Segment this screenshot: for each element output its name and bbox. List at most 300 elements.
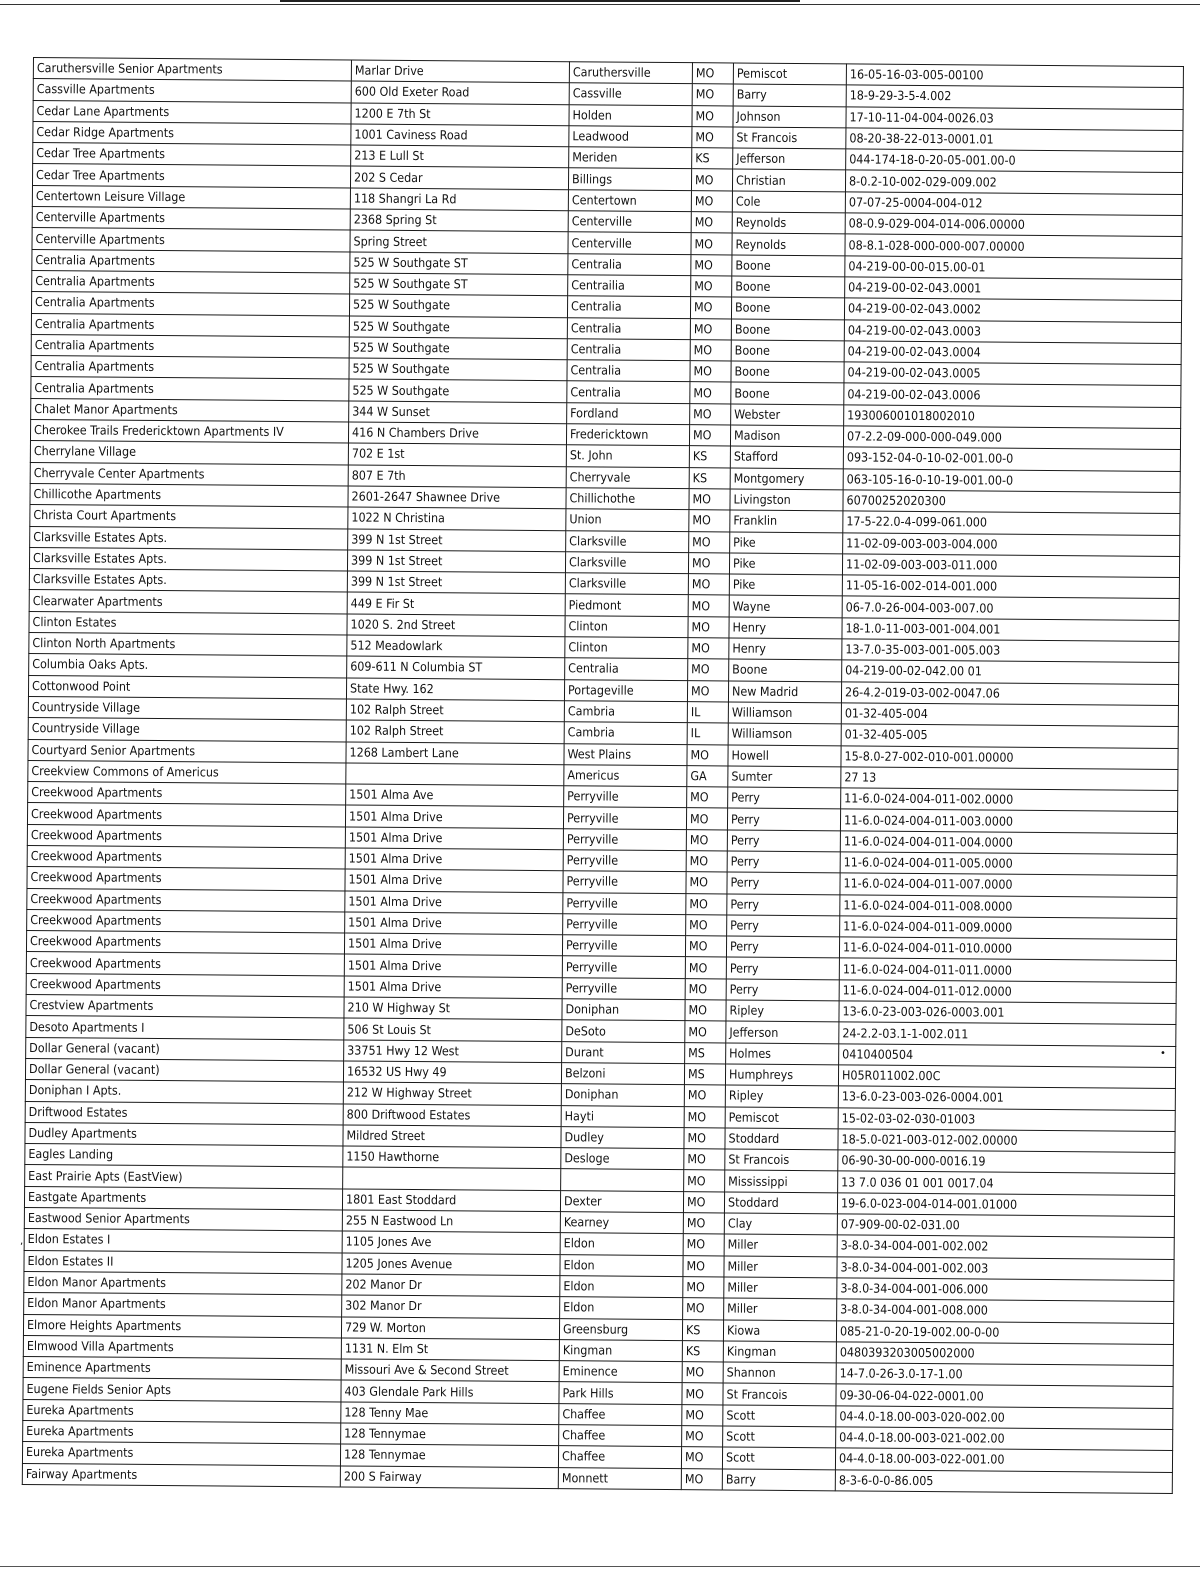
address-cell: 1105 Jones Ave	[342, 1231, 560, 1254]
address-cell: 1501 Alma Drive	[345, 891, 563, 914]
county-cell: Perry	[726, 936, 839, 958]
property-name-cell: Eagles Landing	[25, 1144, 343, 1168]
address-cell: 525 W Southgate	[349, 316, 567, 339]
parcel-number-cell: 0480393203005002000	[836, 1342, 1173, 1366]
property-name-cell: Creekwood Apartments	[27, 888, 345, 912]
city-cell: Cambria	[564, 722, 687, 744]
state-cell: MO	[692, 84, 733, 106]
state-cell: MO	[688, 616, 729, 638]
city-cell: Perryville	[563, 914, 686, 936]
property-name-cell: Crestview Apartments	[26, 995, 344, 1019]
address-cell: 800 Driftwood Estates	[343, 1104, 561, 1127]
state-cell: MO	[683, 1234, 724, 1256]
city-cell: West Plains	[564, 743, 687, 765]
property-name-cell: Centralia Apartments	[32, 249, 350, 273]
parcel-number-cell: 04-4.0-18.00-003-020-002.00	[836, 1406, 1173, 1430]
county-cell: Pemiscot	[725, 1107, 838, 1129]
county-cell: Shannon	[723, 1362, 836, 1384]
city-cell: Perryville	[562, 935, 685, 957]
city-cell: Perryville	[563, 828, 686, 850]
scan-bottom-rule	[0, 1566, 1200, 1567]
state-cell: MO	[685, 978, 726, 1000]
property-name-cell: Centralia Apartments	[31, 334, 349, 358]
parcel-number-cell: 06-7.0-26-004-003-007.00	[842, 596, 1179, 620]
city-cell: Chillichothe	[566, 488, 689, 510]
state-cell: MO	[692, 105, 733, 127]
county-cell: Perry	[727, 851, 840, 873]
address-cell: 525 W Southgate	[349, 358, 567, 381]
county-cell: Williamson	[728, 723, 841, 745]
city-cell	[561, 1169, 684, 1191]
property-name-cell: Eastgate Apartments	[24, 1186, 342, 1210]
city-cell: Clarksville	[566, 530, 689, 552]
city-cell: Clinton	[565, 615, 688, 637]
address-cell: 1001 Caviness Road	[351, 124, 569, 147]
state-cell: MO	[688, 595, 729, 617]
parcel-number-cell: 11-6.0-024-004-011-011.0000	[839, 958, 1176, 982]
parcel-number-cell: 11-02-09-003-003-011.000	[842, 554, 1179, 578]
address-cell: 1268 Lambert Lane	[346, 741, 564, 764]
city-cell: Perryville	[563, 892, 686, 914]
state-cell: MO	[684, 1170, 725, 1192]
county-cell: Madison	[730, 425, 843, 447]
city-cell: Centralia	[567, 296, 690, 318]
city-cell: Hayti	[561, 1105, 684, 1127]
state-cell: MO	[686, 808, 727, 830]
city-cell: Park Hills	[559, 1382, 682, 1404]
state-cell: MO	[692, 63, 733, 85]
city-cell: Eldon	[560, 1254, 683, 1276]
county-cell: Boone	[731, 319, 844, 341]
county-cell: Miller	[724, 1298, 837, 1320]
county-cell: New Madrid	[728, 681, 841, 703]
city-cell: Leadwood	[569, 126, 692, 148]
county-cell: Kiowa	[723, 1319, 836, 1341]
city-cell: Billings	[568, 168, 691, 190]
city-cell: Centralia	[567, 317, 690, 339]
state-cell: MO	[687, 680, 728, 702]
parcel-number-cell: 3-8.0-34-004-001-002.002	[837, 1235, 1174, 1259]
address-cell: 102 Ralph Street	[346, 699, 564, 722]
state-cell: MO	[691, 169, 732, 191]
property-name-cell: Dollar General (vacant)	[25, 1058, 343, 1082]
address-cell: 212 W Highway Street	[343, 1082, 561, 1105]
city-cell: Americus	[564, 764, 687, 786]
county-cell: Boone	[731, 340, 844, 362]
county-cell: Boone	[732, 255, 845, 277]
county-cell: Perry	[728, 787, 841, 809]
city-cell: Belzoni	[561, 1063, 684, 1085]
state-cell: MO	[686, 893, 727, 915]
property-name-cell: Clinton Estates	[29, 611, 347, 635]
property-name-cell: Centralia Apartments	[31, 356, 349, 380]
parcel-number-cell: 11-6.0-024-004-011-012.0000	[839, 980, 1176, 1004]
county-cell: Humphreys	[725, 1064, 838, 1086]
city-cell: Kingman	[559, 1339, 682, 1361]
county-cell: Boone	[729, 659, 842, 681]
parcel-number-cell: 0410400504	[839, 1044, 1176, 1068]
county-cell: Stoddard	[725, 1128, 838, 1150]
state-cell: MO	[687, 787, 728, 809]
city-cell: Centralia	[568, 253, 691, 275]
property-name-cell: Countryside Village	[28, 718, 346, 742]
address-cell: 2368 Spring St	[350, 209, 568, 232]
parcel-number-cell: 04-219-00-02-043.0004	[844, 341, 1181, 365]
parcel-number-cell: 3-8.0-34-004-001-008.000	[837, 1299, 1174, 1323]
property-name-cell: Clarksville Estates Apts.	[29, 547, 347, 571]
parcel-number-cell: 11-6.0-024-004-011-010.0000	[839, 937, 1176, 961]
city-cell: Clarksville	[565, 573, 688, 595]
city-cell: DeSoto	[562, 1020, 685, 1042]
city-cell: Fordland	[567, 402, 690, 424]
property-name-cell: Countryside Village	[28, 696, 346, 720]
address-cell: 128 Tenny Mae	[341, 1402, 559, 1425]
property-name-cell: Eldon Estates II	[24, 1250, 342, 1274]
parcel-number-cell: 15-8.0-27-002-010-001.00000	[841, 745, 1178, 769]
state-cell: MO	[684, 1127, 725, 1149]
address-cell: 525 W Southgate ST	[350, 252, 568, 275]
city-cell: Cambria	[564, 701, 687, 723]
parcel-number-cell: 044-174-18-0-20-05-001.00-0	[846, 149, 1183, 173]
state-cell: GA	[687, 765, 728, 787]
state-cell: MO	[685, 957, 726, 979]
state-cell: MO	[690, 382, 731, 404]
property-name-cell: Centralia Apartments	[31, 292, 349, 316]
property-name-cell: Cedar Ridge Apartments	[33, 121, 351, 145]
city-cell: Centertown	[568, 189, 691, 211]
parcel-number-cell: 06-90-30-00-000-0016.19	[838, 1150, 1175, 1174]
address-cell: 807 E 7th	[348, 465, 566, 488]
county-cell: Cole	[732, 191, 845, 213]
parcel-number-cell: 13-6.0-23-003-026-0004.001	[838, 1086, 1175, 1110]
city-cell: Kearney	[560, 1212, 683, 1234]
county-cell: Perry	[727, 894, 840, 916]
property-name-cell: Creekwood Apartments	[27, 824, 345, 848]
address-cell: 1200 E 7th St	[351, 103, 569, 126]
state-cell: MO	[685, 1021, 726, 1043]
parcel-number-cell: 07-07-25-0004-004-012	[845, 192, 1182, 216]
county-cell: Howell	[728, 744, 841, 766]
county-cell: Jefferson	[726, 1021, 839, 1043]
state-cell: MS	[685, 1042, 726, 1064]
address-cell	[343, 1167, 561, 1190]
property-name-cell: Caruthersville Senior Apartments	[33, 58, 351, 82]
address-cell: 2601-2647 Shawnee Drive	[348, 486, 566, 509]
address-cell: State Hwy. 162	[346, 678, 564, 701]
city-cell: Monnett	[558, 1467, 681, 1489]
parcel-number-cell: 15-02-03-02-030-01003	[838, 1107, 1175, 1131]
parcel-number-cell: 11-6.0-024-004-011-002.0000	[841, 788, 1178, 812]
state-cell: MS	[684, 1064, 725, 1086]
address-cell: 1501 Alma Drive	[345, 827, 563, 850]
address-cell: 1501 Alma Drive	[344, 954, 562, 977]
address-cell: 213 E Lull St	[351, 145, 569, 168]
address-cell: Spring Street	[350, 230, 568, 253]
parcel-number-cell: 08-20-38-22-013-0001.01	[846, 128, 1183, 152]
address-cell: 1205 Jones Avenue	[342, 1253, 560, 1276]
address-cell: 1501 Alma Ave	[346, 784, 564, 807]
address-cell: 512 Meadowlark	[347, 635, 565, 658]
county-cell: Ripley	[726, 1000, 839, 1022]
state-cell: MO	[684, 1106, 725, 1128]
property-name-cell: Centralia Apartments	[31, 377, 349, 401]
city-cell: Centerville	[568, 232, 691, 254]
property-name-cell: Creekwood Apartments	[26, 931, 344, 955]
city-cell: Meriden	[569, 147, 692, 169]
state-cell: MO	[690, 318, 731, 340]
parcel-number-cell: 11-6.0-024-004-011-007.0000	[840, 873, 1177, 897]
county-cell: Pike	[729, 574, 842, 596]
parcel-number-cell: 26-4.2-019-03-002-0047.06	[841, 681, 1178, 705]
property-name-cell: Centerville Apartments	[32, 228, 350, 252]
city-cell: Clarksville	[565, 552, 688, 574]
state-cell: MO	[690, 403, 731, 425]
address-cell: 344 W Sunset	[349, 401, 567, 424]
county-cell: Miller	[724, 1256, 837, 1278]
state-cell: MO	[691, 254, 732, 276]
state-cell: MO	[688, 552, 729, 574]
property-name-cell: Cedar Lane Apartments	[33, 100, 351, 124]
city-cell: Perryville	[563, 807, 686, 829]
parcel-number-cell: 085-21-0-20-19-002.00-0-00	[836, 1320, 1173, 1344]
property-name-cell: Centralia Apartments	[31, 313, 349, 337]
state-cell: MO	[686, 851, 727, 873]
parcel-number-cell: 08-8.1-028-000-000-007.00000	[845, 234, 1182, 258]
address-cell: 399 N 1st Street	[347, 550, 565, 573]
address-cell: 525 W Southgate	[349, 294, 567, 317]
address-cell: 210 W Highway St	[344, 997, 562, 1020]
property-name-cell: Courtyard Senior Apartments	[28, 739, 346, 763]
property-name-cell: Creekwood Apartments	[27, 909, 345, 933]
city-cell: Clinton	[565, 637, 688, 659]
stray-tick: ,	[20, 1236, 24, 1247]
county-cell: Holmes	[726, 1043, 839, 1065]
city-cell: Cassville	[569, 83, 692, 105]
county-cell: Perry	[727, 808, 840, 830]
property-name-cell: Cottonwood Point	[28, 675, 346, 699]
state-cell: MO	[686, 829, 727, 851]
county-cell: Boone	[731, 361, 844, 383]
property-name-cell: Eureka Apartments	[23, 1420, 341, 1444]
city-cell: Centrailia	[568, 275, 691, 297]
city-cell: Doniphan	[562, 999, 685, 1021]
state-cell: IL	[687, 723, 728, 745]
county-cell: Scott	[723, 1405, 836, 1427]
property-parcel-table	[22, 57, 1184, 1494]
city-cell: Perryville	[562, 977, 685, 999]
county-cell: Scott	[722, 1447, 835, 1469]
state-cell: MO	[689, 531, 730, 553]
property-name-cell: Clarksville Estates Apts.	[29, 569, 347, 593]
address-cell: 202 S Cedar	[350, 166, 568, 189]
parcel-number-cell: 13 7.0 036 01 001 0017.04	[838, 1171, 1175, 1195]
county-cell: Pike	[730, 532, 843, 554]
property-name-cell: Eastwood Senior Apartments	[24, 1207, 342, 1231]
parcel-number-cell: 18-9-29-3-5-4.002	[846, 85, 1183, 109]
property-name-cell: Centertown Leisure Village	[32, 185, 350, 209]
city-cell: Fredericktown	[566, 424, 689, 446]
county-cell: Pemiscot	[733, 63, 846, 85]
parcel-number-cell: 8-0.2-10-002-029-009.002	[845, 170, 1182, 194]
parcel-number-cell: 18-1.0-11-003-001-004.001	[842, 618, 1179, 642]
address-cell: 255 N Eastwood Ln	[342, 1210, 560, 1233]
city-cell: Eminence	[559, 1361, 682, 1383]
city-cell: Centralia	[567, 381, 690, 403]
address-cell: 525 W Southgate ST	[350, 273, 568, 296]
parcel-number-cell: 27 13	[841, 767, 1178, 791]
parcel-number-cell: 04-219-00-02-043.0005	[844, 362, 1181, 386]
address-cell: 102 Ralph Street	[346, 720, 564, 743]
city-cell: Chaffee	[559, 1403, 682, 1425]
city-cell: Piedmont	[565, 594, 688, 616]
property-name-cell: Clinton North Apartments	[29, 633, 347, 657]
county-cell: Jefferson	[733, 148, 846, 170]
property-name-cell: Eugene Fields Senior Apts	[23, 1378, 341, 1402]
property-name-cell: East Prairie Apts (EastView)	[25, 1165, 343, 1189]
city-cell: Centralia	[565, 658, 688, 680]
county-cell: Stoddard	[724, 1192, 837, 1214]
address-cell: 302 Manor Dr	[342, 1295, 560, 1318]
county-cell: Williamson	[728, 702, 841, 724]
property-name-cell: Clearwater Apartments	[29, 590, 347, 614]
parcel-number-cell: 11-6.0-024-004-011-009.0000	[840, 916, 1177, 940]
state-cell: MO	[688, 659, 729, 681]
city-cell: Portageville	[564, 679, 687, 701]
parcel-number-cell: 11-6.0-024-004-011-003.0000	[840, 809, 1177, 833]
city-cell: Perryville	[563, 850, 686, 872]
state-cell: MO	[683, 1213, 724, 1235]
state-cell: MO	[682, 1404, 723, 1426]
county-cell: Johnson	[733, 106, 846, 128]
parcel-number-cell: 093-152-04-0-10-02-001.00-0	[843, 447, 1180, 471]
state-cell: MO	[683, 1298, 724, 1320]
city-cell: Perryville	[564, 786, 687, 808]
parcel-number-cell: 60700252020300	[843, 490, 1180, 514]
city-cell: Doniphan	[561, 1084, 684, 1106]
property-name-cell: Dollar General (vacant)	[26, 1037, 344, 1061]
state-cell: MO	[683, 1191, 724, 1213]
parcel-number-cell: 04-219-00-00-015.00-01	[845, 256, 1182, 280]
parcel-number-cell: 14-7.0-26-3.0-17-1.00	[836, 1363, 1173, 1387]
city-cell: Centralia	[567, 360, 690, 382]
parcel-number-cell: 04-219-00-02-043.0003	[844, 319, 1181, 343]
state-cell: MO	[684, 1085, 725, 1107]
property-name-cell: Chillicothe Apartments	[30, 483, 348, 507]
state-cell: MO	[691, 276, 732, 298]
county-cell: St Francois	[733, 127, 846, 149]
state-cell: MO	[689, 489, 730, 511]
property-name-cell: Creekwood Apartments	[26, 973, 344, 997]
city-cell: Eldon	[560, 1297, 683, 1319]
address-cell: 1150 Hawthorne	[343, 1146, 561, 1169]
county-cell: Perry	[726, 957, 839, 979]
county-cell: Barry	[733, 84, 846, 106]
address-cell: 1801 East Stoddard	[342, 1189, 560, 1212]
parcel-number-cell: 11-6.0-024-004-011-005.0000	[840, 852, 1177, 876]
parcel-number-cell: 16-05-16-03-005-00100	[846, 64, 1183, 88]
address-cell: 525 W Southgate	[349, 337, 567, 360]
parcel-number-cell: 11-02-09-003-003-004.000	[843, 532, 1180, 556]
city-cell: Desloge	[561, 1148, 684, 1170]
county-cell: Stafford	[730, 446, 843, 468]
property-name-cell: Driftwood Estates	[25, 1101, 343, 1125]
address-cell	[346, 763, 564, 786]
county-cell: Boone	[731, 382, 844, 404]
property-name-cell: Christa Court Apartments	[30, 505, 348, 529]
county-cell: Mississippi	[725, 1170, 838, 1192]
county-cell: Kingman	[723, 1341, 836, 1363]
parcel-number-cell: 08-0.9-029-004-014-006.00000	[845, 213, 1182, 237]
county-cell: Barry	[722, 1469, 835, 1491]
parcel-number-cell: 8-3-6-0-0-86.005	[835, 1469, 1172, 1493]
city-cell: Dexter	[560, 1190, 683, 1212]
property-name-cell: Cassville Apartments	[33, 79, 351, 103]
address-cell: 202 Manor Dr	[342, 1274, 560, 1297]
county-cell: Scott	[723, 1426, 836, 1448]
address-cell: 399 N 1st Street	[348, 529, 566, 552]
address-cell: 729 W. Morton	[341, 1316, 559, 1339]
state-cell: MO	[691, 190, 732, 212]
county-cell: Perry	[727, 872, 840, 894]
parcel-number-cell: 11-6.0-024-004-011-004.0000	[840, 831, 1177, 855]
address-cell: 1131 N. Elm St	[341, 1338, 559, 1361]
property-name-cell: Columbia Oaks Apts.	[29, 654, 347, 678]
property-name-cell: Eureka Apartments	[22, 1442, 340, 1466]
property-name-cell: Centerville Apartments	[32, 207, 350, 231]
city-cell: Eldon	[560, 1233, 683, 1255]
city-cell: Centralia	[567, 339, 690, 361]
address-cell: 128 Tennymae	[341, 1423, 559, 1446]
parcel-number-cell: 11-05-16-002-014-001.000	[842, 575, 1179, 599]
county-cell: Pike	[729, 553, 842, 575]
state-cell: MO	[691, 212, 732, 234]
state-cell: MO	[690, 297, 731, 319]
property-name-cell: Doniphan I Apts.	[25, 1080, 343, 1104]
parcel-number-cell: 01-32-405-005	[841, 724, 1178, 748]
address-cell: 525 W Southgate	[349, 379, 567, 402]
parcel-number-cell: 3-8.0-34-004-001-006.000	[837, 1278, 1174, 1302]
address-cell: 200 S Fairway	[340, 1466, 558, 1489]
property-name-cell: Eminence Apartments	[23, 1357, 341, 1381]
state-cell: KS	[692, 148, 733, 170]
parcel-number-cell: 04-4.0-18.00-003-021-002.00	[836, 1427, 1173, 1451]
state-cell: MO	[681, 1468, 722, 1490]
city-cell: Chaffee	[559, 1425, 682, 1447]
address-cell: 1501 Alma Drive	[345, 912, 563, 935]
parcel-number-cell: 19-6.0-023-004-014-001.01000	[837, 1193, 1174, 1217]
county-cell: Miller	[724, 1234, 837, 1256]
state-cell: MO	[689, 425, 730, 447]
county-cell: Clay	[724, 1213, 837, 1235]
address-cell: 600 Old Exeter Road	[351, 81, 569, 104]
parcel-number-cell: 07-909-00-02-031.00	[837, 1214, 1174, 1238]
county-cell: St Francois	[723, 1383, 836, 1405]
property-name-cell: Eureka Apartments	[23, 1399, 341, 1423]
county-cell: Boone	[732, 276, 845, 298]
address-cell: Marlar Drive	[351, 60, 569, 83]
parcel-number-cell: 11-6.0-024-004-011-008.0000	[840, 894, 1177, 918]
state-cell: MO	[692, 127, 733, 149]
county-cell: Perry	[726, 979, 839, 1001]
property-name-cell: Cedar Tree Apartments	[33, 143, 351, 167]
city-cell: Perryville	[563, 871, 686, 893]
property-name-cell: Eldon Manor Apartments	[24, 1271, 342, 1295]
property-name-cell: Creekwood Apartments	[28, 782, 346, 806]
state-cell: MO	[686, 872, 727, 894]
parcel-number-cell: 04-4.0-18.00-003-022-001.00	[835, 1448, 1172, 1472]
stray-dot: •	[1160, 1048, 1166, 1059]
property-name-cell: Creekwood Apartments	[26, 952, 344, 976]
